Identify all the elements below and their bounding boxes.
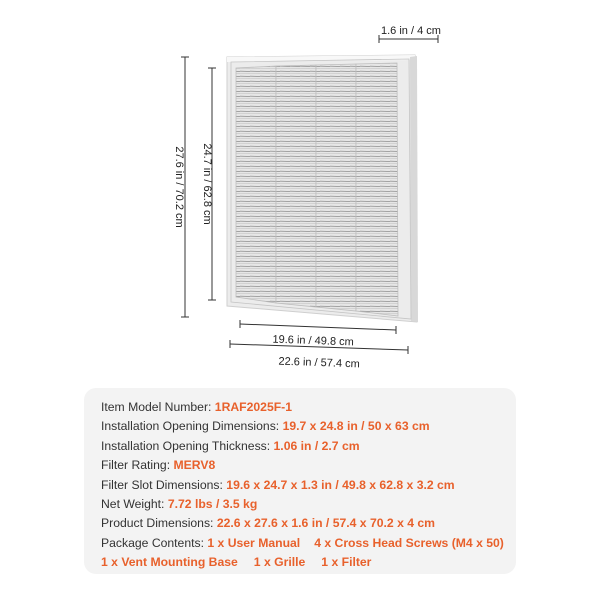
spec-label: Package Contents: [101,535,208,550]
spec-value: 19.7 x 24.8 in / 50 x 63 cm [282,419,430,434]
spec-value: 22.6 x 27.6 x 1.6 in / 57.4 x 70.2 x 4 cm [216,516,436,531]
spec-label: Item Model Number: [101,400,215,414]
package-item: 4 x Cross Head Screws (M4 x 50) [314,535,504,550]
vent-grille [227,55,418,322]
spec-value: MERV8 [173,458,216,473]
spec-card [84,388,516,574]
spec-label: Filter Slot Dimensions: [101,477,227,492]
package-item: 1 x Vent Mounting Base [101,555,238,570]
spec-opening-dimensions [101,417,500,436]
outer-width-label: 22.6 in / 57.4 cm [278,355,360,371]
spec-value: 7.72 lbs / 3.5 kg [167,497,258,512]
spec-label: Filter Rating: [101,458,174,473]
package-item: 1 x Filter [321,555,372,570]
spec-value: 1RAF2025F-1 [214,400,293,414]
inner-width-label: 19.6 in / 49.8 cm [272,333,354,349]
thickness-label: 1.6 in / 4 cm [381,25,441,37]
spec-filter-rating [101,456,500,475]
spec-value: 1.06 in / 2.7 cm [273,438,360,453]
spec-label: Installation Opening Thickness: [101,438,274,453]
spec-opening-thickness [101,437,500,456]
outer-height-label: 27.6 in / 70.2 cm [173,146,185,228]
spec-package-contents [101,534,504,553]
package-item: 1 x User Manual [207,535,301,550]
spec-label: Installation Opening Dimensions: [101,419,283,434]
spec-label: Product Dimensions: [101,516,217,531]
inner-width-dimension [240,320,396,334]
spec-filter-slot [101,476,500,495]
spec-package-contents-cont [101,553,500,572]
spec-product-dimensions [101,514,500,533]
inner-height-label: 24.7 in / 62.8 cm [201,143,213,225]
spec-model [101,398,500,417]
package-item: 1 x Grille [253,555,306,570]
spec-value: 19.6 x 24.7 x 1.3 in / 49.8 x 62.8 x 3.2 cm [226,477,455,492]
spec-label: Net Weight: [101,497,168,512]
spec-net-weight [101,495,500,514]
